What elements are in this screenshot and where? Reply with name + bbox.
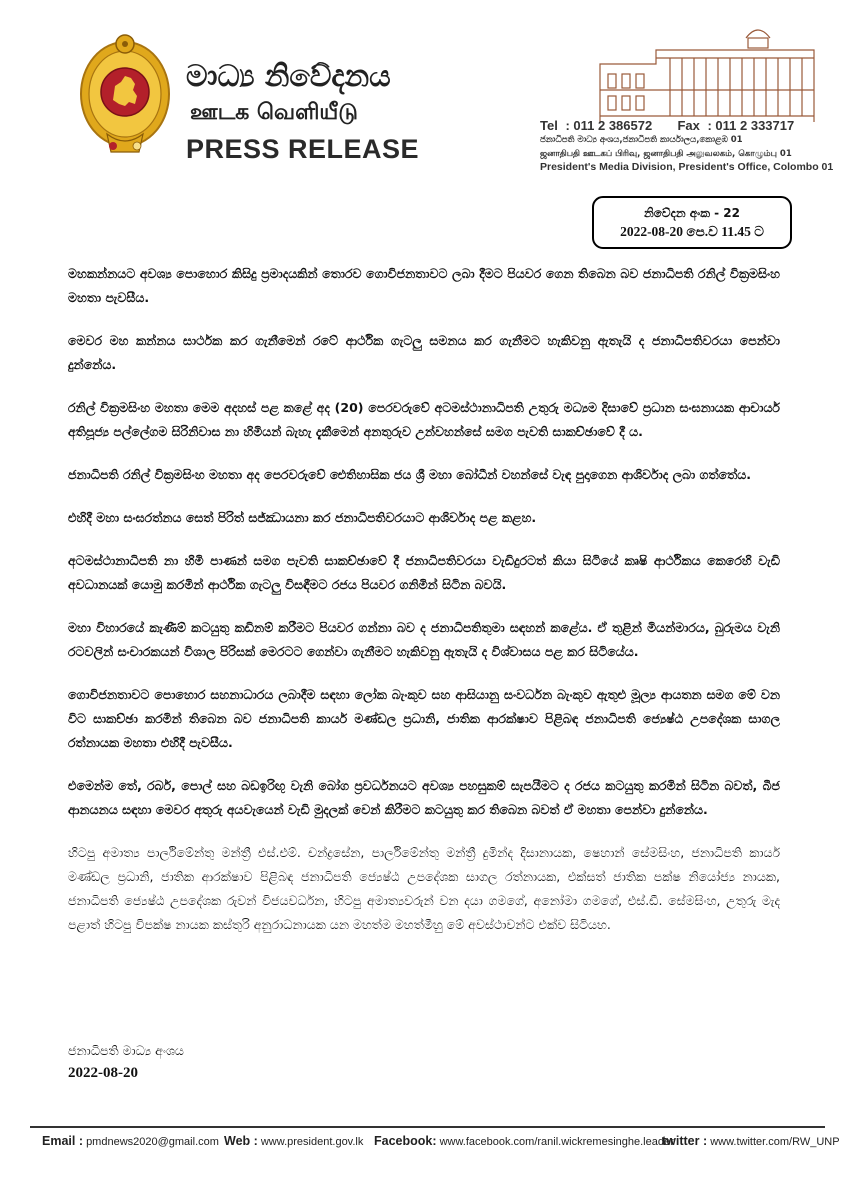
office-address-tamil: ஜனாதிபதி ஊடகப் பிரிவு, ஜனாதிபதி அலுவலகம், கொழும்பு 01 bbox=[540, 149, 792, 159]
footer-facebook bbox=[374, 1134, 674, 1148]
sri-lanka-emblem bbox=[77, 30, 173, 160]
fax-number: : 011 2 333717 bbox=[707, 118, 795, 133]
title-tamil: ஊடக வெளியீடு bbox=[190, 100, 358, 125]
presidents-office-building-illustration bbox=[596, 20, 820, 124]
release-datetime: 2022-08-20 පෙ.ව 11.45 ට bbox=[620, 224, 764, 239]
release-number-box bbox=[592, 196, 792, 249]
press-release-body bbox=[68, 262, 780, 956]
signature-date: 2022-08-20 bbox=[68, 1065, 138, 1081]
signature-office: ජනාධිපති මාධ්‍ය අංශය bbox=[68, 1043, 184, 1058]
footer-web bbox=[224, 1134, 363, 1148]
body-paragraph: අටමස්ථානාධිපති නා හිමි පාණන් සමග පැවති සාකච්ඡාවේ දී ජනාධිපතිවරයා වැඩිදුරටත් කියා සිටියේ කෘෂි ආර්ථිකය කෙරෙහි වැඩි අවධානයක් යොමු කරමින් ආර්ථික ගැටලු විසඳීමට රජය පියවර ගනිමින් සිටින බවයි. bbox=[68, 553, 780, 592]
release-number: නිවේදන අංක - 22 bbox=[643, 206, 740, 220]
phone-fax-line bbox=[540, 118, 830, 133]
web-value[interactable]: www.president.gov.lk bbox=[260, 1136, 364, 1148]
contact-block bbox=[540, 118, 834, 173]
body-paragraph: මහකන්නයට අවශ්‍ය පොහොර කිසිදු ප්‍රමාදයකින් තොරව ගොවිජනතාවට ලබා දීමට පියවර ගෙන තිබෙන බව ජනාධිපති රනිල් වික්‍රමසිංහ මහතා පැවසීය. bbox=[68, 266, 780, 305]
press-release-title bbox=[186, 58, 419, 166]
body-paragraph: මෙවර මහ කන්නය සාර්ථක කර ගැනීමෙන් රටේ ආර්ථික ගැටලු සමනය කර ගැනීමට හැකිවනු ඇතැයි ද ජනාධිපතිවරයා පෙන්වා දුන්නේය. bbox=[68, 333, 780, 372]
body-paragraph: රනිල් වික්‍රමසිංහ මහතා මෙම අදහස් පළ කළේ අද (20) පෙරවරුවේ අටමස්ථානාධිපති උතුරු මධ්‍යම දිසාවේ ප්‍රධාන සංඝනායක ආචාර්ය අතිපූජ්‍ය පල්ලේගම සිරිනිවාස නා හිමියන් බැහැ දැකීමෙන් අනතුරුව උන්වහන්සේ සමග පැවති සාකච්ඡාවේ දී ය. bbox=[68, 400, 780, 439]
body-paragraph: එහිදී මහා සංඝරත්නය සෙත් පිරිත් සජ්ඣායනා කර ජනාධිපතිවරයාට ආශිර්වාද පළ කළහ. bbox=[68, 510, 537, 525]
email-value[interactable]: pmdnews2020@gmail.com bbox=[86, 1136, 219, 1148]
body-paragraph: හිටපු අමාත්‍ය පාර්ලිමේන්තු මන්ත්‍රී එස්.එම්. චන්ද්‍රසේන, පාර්ලිමේන්තු මන්ත්‍රී දුමින්ද දිසානායක, ෂෙහාන් සේමසිංහ, ජනාධිපති කාර්ය මණ්ඩල ප්‍රධානි, ජාතික ආරක්ෂාව පිළිබඳ ජනාධිපති ජ්‍යෙෂ්ඨ උපදේශක සාගල රත්නායක, එක්සත් ජාතික පක්ෂ නියෝජ්‍ය නායක, ජනාධිපති ජ්‍යෙෂ්ඨ උපදේශක රුවන් විජයවර්ධන, හිටපු අමාත්‍යවරුන් වන දයා ගමගේ, අනෝමා ගමගේ, එස්.ඩී. සේමසිංහ, උතුරු මැද පළාත් හිටපු විපක්ෂ නායක කස්තුරි අනුරාධනායක යන මහත්ම මහත්මීහු මේ අවස්ථාවන්ට එක්ව සිටියහ. bbox=[68, 845, 780, 932]
office-address-sinhala: ජනාධිපති මාධ්‍ය අංශය,ජනාධිපති කාර්යාලය,කොළඹ 01 bbox=[540, 135, 743, 145]
twitter-value[interactable]: www.twitter.com/RW_UNP bbox=[710, 1136, 840, 1148]
body-paragraph: ජනාධිපති රනිල් වික්‍රමසිංහ මහතා අද පෙරවරුවේ ඓතිහාසික ජය ශ්‍රී මහා බෝධීන් වහන්සේ වැඳ පුදාගෙන ආශිර්වාද ලබා ගත්තේය. bbox=[68, 467, 752, 482]
footer-email bbox=[42, 1134, 219, 1148]
footer-divider bbox=[30, 1126, 825, 1128]
tel-number: : 011 2 386572 bbox=[565, 118, 653, 133]
tel-label: Tel bbox=[540, 118, 558, 133]
signature-block bbox=[68, 1040, 184, 1084]
body-paragraph: මහා විහාරයේ කැණීම් කටයුතු කඩිනම් කරීමට පියවර ගන්නා බව ද ජනාධිපතිතුමා සඳහන් කළේය. ඒ තුළින් මියන්මාරය, බුරුමය වැනි රටවලින් සංචාරකයන් විශාල පිරිසක් මෙරටට ගෙන්වා ගැනීමට හැකිවනු ඇතැයි ද විශ්වාසය පළ කර සිටියේය. bbox=[68, 620, 780, 659]
body-paragraph: එමෙන්ම තේ, රබර්, පොල් සහ බඩඉරිඟු වැනි බෝග ප්‍රවර්ධනයට අවශ්‍ය පහසුකම් සැපයීමට ද රජය කටයුතු කරමින් සිටින බවත්, බීජ ආනයනය සඳහා මෙවර අතුරු අයවැයෙන් වැඩි මුදලක් වෙන් කිරීමට කටයුතු කර තිබෙන බවත් ඒ මහතා පෙන්වා දුන්නේය. bbox=[68, 778, 780, 817]
twitter-label: twitter : bbox=[662, 1134, 708, 1148]
title-english: PRESS RELEASE bbox=[186, 134, 420, 164]
fax-label: Fax bbox=[677, 118, 700, 133]
body-paragraph: ගොවිජනතාවට පොහොර සහනාධාරය ලබාදීම සඳහා ලෝක බැංකුව සහ ආසියානු සංවර්ධන බැංකුව ඇතුළු මූල්‍ය ආයතන සමග මේ වන විට සාකච්ඡා කරමින් තිබෙන බව ජනාධිපති කාර්ය මණ්ඩල ප්‍රධානි, ජාතික ආරක්ෂාව පිළිබඳ ජනාධිපති ජ්‍යෙෂ්ඨ උපදේශක සාගල රත්නායක මහතා එහිදී පැවසීය. bbox=[68, 687, 780, 750]
email-label: Email : bbox=[42, 1134, 83, 1148]
office-address-english: President's Media Division, President's Office, Colombo 01 bbox=[540, 161, 834, 173]
facebook-label: Facebook: bbox=[374, 1134, 437, 1148]
footer-twitter bbox=[662, 1134, 840, 1148]
title-sinhala: මාධ්‍ය නිවේදනය bbox=[186, 59, 391, 94]
facebook-value[interactable]: www.facebook.com/ranil.wickremesinghe.leader bbox=[439, 1136, 674, 1148]
web-label: Web : bbox=[224, 1134, 258, 1148]
